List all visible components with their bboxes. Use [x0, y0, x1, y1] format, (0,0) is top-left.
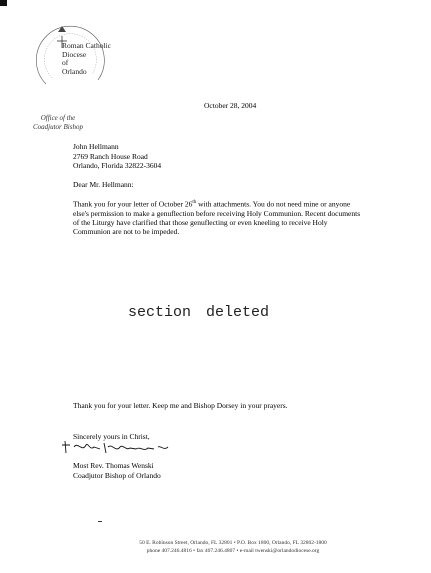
- footer-address: 50 E. Robinson Street, Orlando, FL 32801 • P.O. Box 1800, Orlando, FL 32802-1800: [139, 540, 327, 546]
- recipient-city: Orlando, Florida 32822-3604: [73, 161, 162, 170]
- closing-line: Sincerely yours in Christ,: [73, 432, 150, 441]
- body-text-rest: with attachments. You do not need mine or anyone else's permission to make a genuflection before receiving Holy Communion. Recent documents of the Liturgy have clarified that those genuflecting or even kneeling to receive Holy Communion are not to be impeded.: [73, 199, 361, 237]
- body-text-start: Thank you for your letter of October 26: [73, 199, 193, 209]
- ordinal-suffix: th: [192, 200, 197, 205]
- thanks-line: Thank you for your letter. Keep me and Bishop Dorsey in your prayers.: [73, 401, 288, 410]
- seal-line: of: [62, 58, 69, 67]
- signer-title: Coadjutor Bishop of Orlando: [73, 470, 161, 480]
- handwritten-signature: [60, 437, 170, 459]
- office-caption: Office of the Coadjutor Bishop: [33, 114, 83, 131]
- scan-corner-mark: [0, 0, 7, 6]
- seal-lettering: [62, 42, 111, 76]
- signer-block: [73, 461, 161, 480]
- salutation: Dear Mr. Hellmann:: [73, 180, 134, 189]
- seal-line: Diocese: [62, 49, 87, 59]
- seal-line: Orlando: [62, 66, 87, 76]
- seal-line: Roman Catholic: [62, 41, 111, 50]
- redaction-note: section deleted: [128, 304, 270, 321]
- stray-mark: [98, 521, 102, 522]
- body-paragraph: [73, 198, 363, 236]
- recipient-name: John Hellmann: [73, 142, 119, 151]
- footer-contact: phone 407.246.4816 • fax 407.246.4807 • e-mail twenski@orlandodiocese.org: [146, 548, 320, 554]
- signer-name: Most Rev. Thomas Wenski: [73, 461, 154, 470]
- recipient-address: [73, 142, 161, 171]
- letter-date: October 28, 2004: [204, 101, 257, 110]
- recipient-street: 2769 Ranch House Road: [73, 151, 148, 161]
- letterhead-footer: [88, 539, 378, 555]
